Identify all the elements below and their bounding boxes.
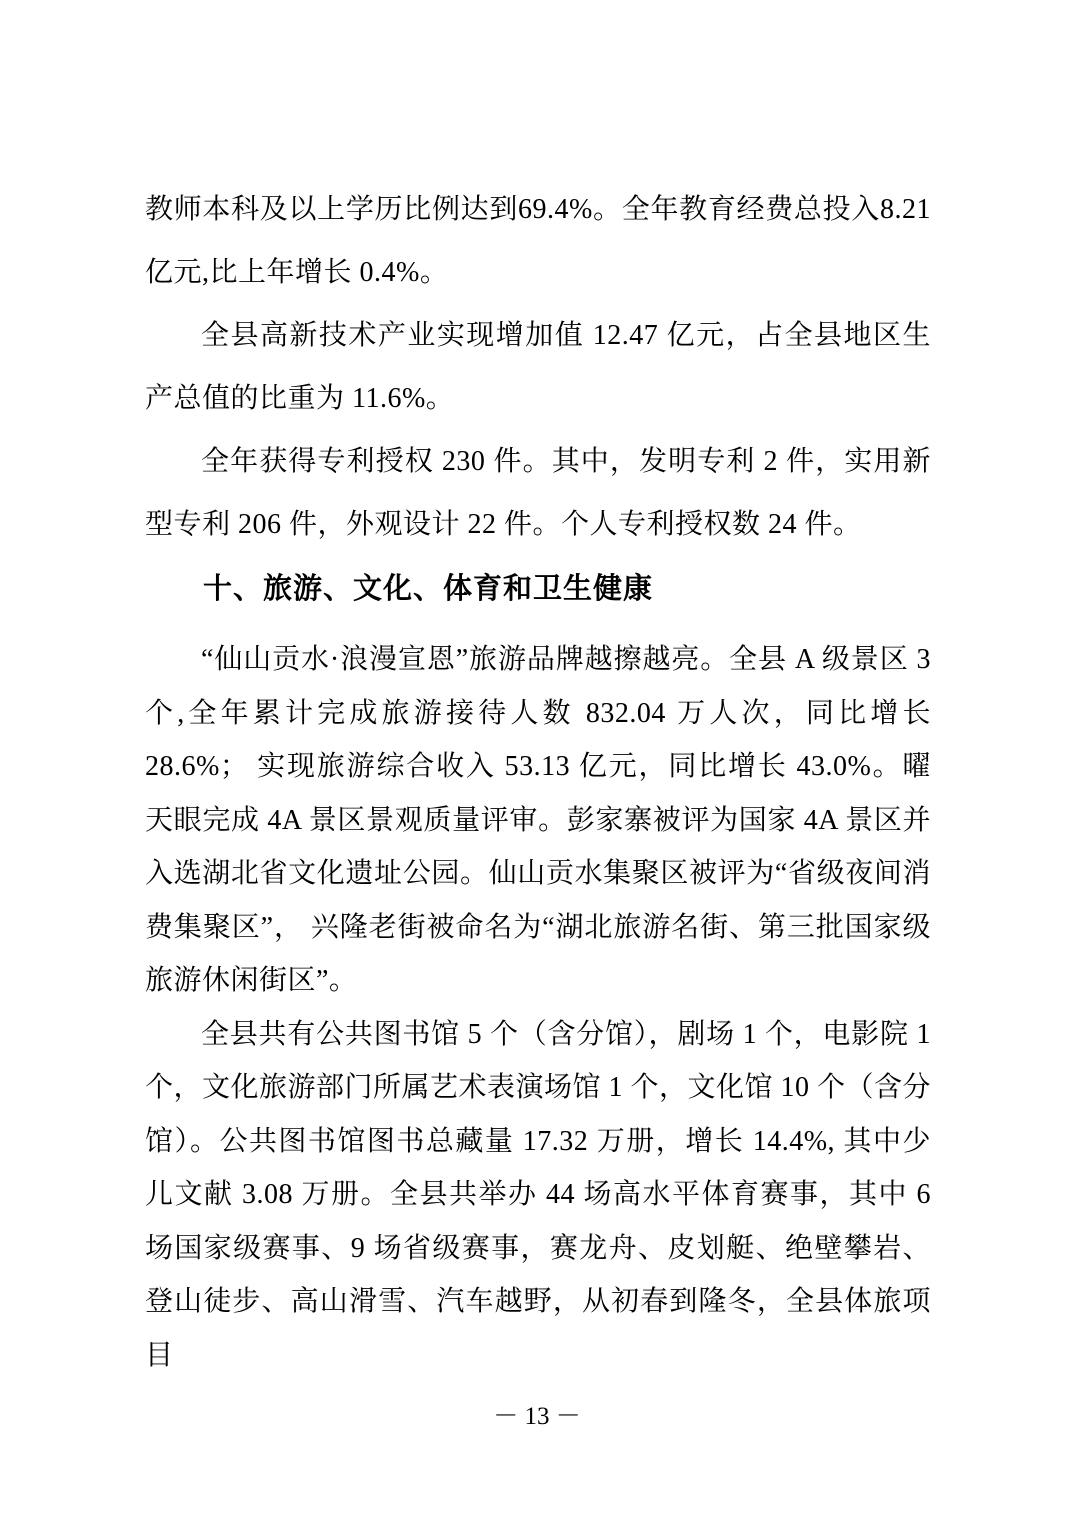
paragraph-tourism: “仙山贡水·浪漫宣恩”旅游品牌越擦越亮。全县 A 级景区 3 个,全年累计完成旅游接待人数 832.04 万人次，同比增长 28.6%； 实现旅游综合收入 53.13 亿元，同比增长 43.0%。曜天眼完成 4A 景区景观质量评审。彭家寨被评为国家 4A 景区并入选湖北省文化遗址公园。仙山贡水集聚区被评为“省级夜间消费集聚区”， 兴隆老街被命名为“湖北旅游名街、第三批国家级旅游休闲街区”。: [145, 644, 931, 996]
paragraph-hightech-industry: 全县高新技术产业实现增加值 12.47 亿元，占全县地区生产总值的比重为 11.6%。: [145, 320, 931, 414]
paragraph-patents: 全年获得专利授权 230 件。其中，发明专利 2 件，实用新型专利 206 件，外观设计 22 件。个人专利授权数 24 件。: [145, 446, 931, 540]
section-heading-tourism-culture-sports-health: 十、旅游、文化、体育和卫生健康: [203, 573, 654, 605]
paragraph-education-continued: 教师本科及以上学历比例达到69.4%。全年教育经费总投入8.21亿元,比上年增长 0.4%。: [145, 194, 931, 288]
document-body: [145, 178, 931, 1382]
page-number: － 13 －: [493, 1403, 581, 1430]
paragraph-culture-sports: 全县共有公共图书馆 5 个（含分馆），剧场 1 个，电影院 1 个，文化旅游部门所属艺术表演场馆 1 个，文化馆 10 个（含分馆）。公共图书馆图书总藏量 17.32 万册，增长 14.4%, 其中少儿文献 3.08 万册。全县共举办 44 场高水平体育赛事，其中 6 场国家级赛事、9 场省级赛事，赛龙舟、皮划艇、绝壁攀岩、登山徒步、高山滑雪、汽车越野，从初春到隆冬，全县体旅项目: [145, 1018, 932, 1371]
